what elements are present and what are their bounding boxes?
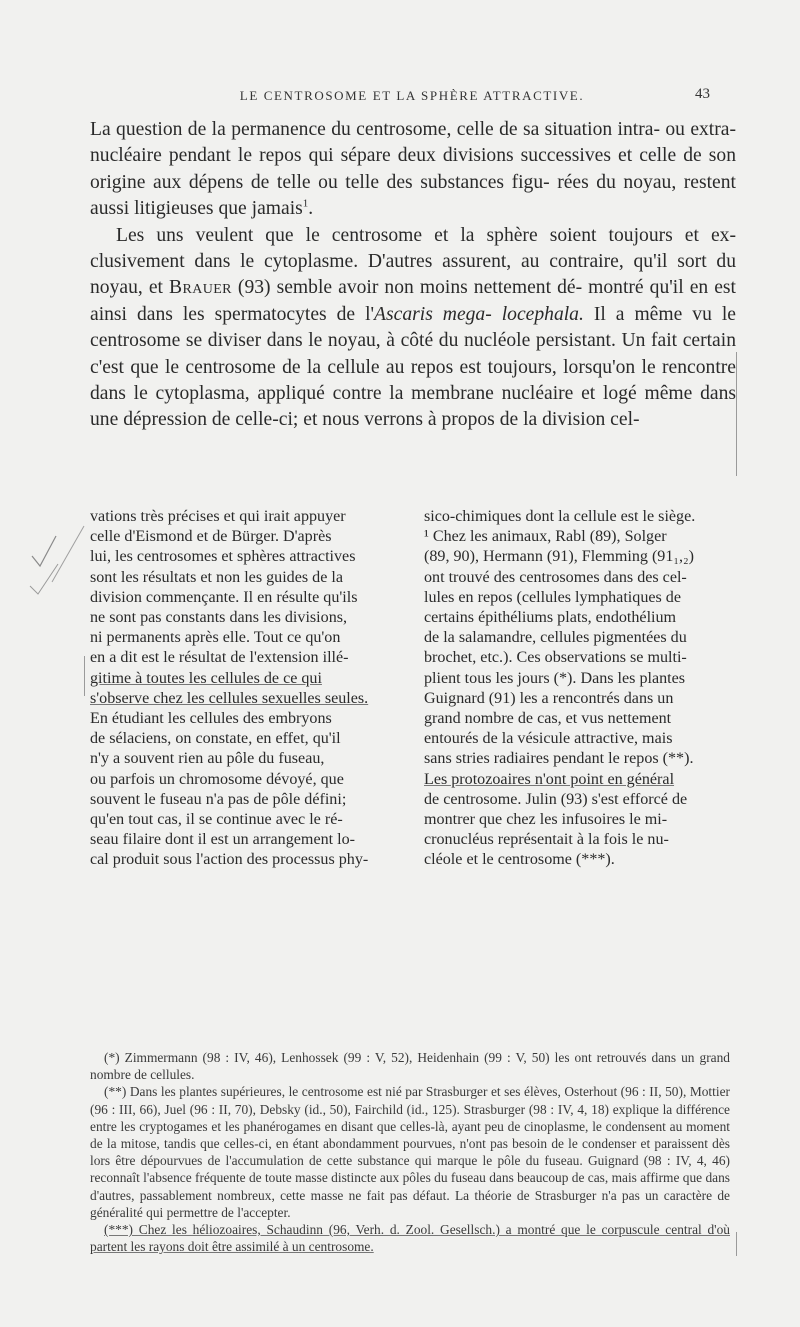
intro-text xyxy=(90,117,736,434)
left-column-line: n'y a souvent rien au pôle du fuseau, xyxy=(90,750,325,768)
left-column-line: ni permanents après elle. Tout ce qu'on xyxy=(90,629,341,647)
running-title: LE CENTROSOME ET LA SPHÈRE ATTRACTIVE. xyxy=(239,88,585,103)
left-column-line: gitime à toutes les cellules de ce qui xyxy=(90,669,322,687)
right-column-line: ont trouvé des centrosomes dans des cel- xyxy=(424,568,687,586)
right-column-line: lules en repos (cellules lymphatiques de xyxy=(424,588,681,606)
footnotes xyxy=(90,1049,730,1255)
right-column-line: brochet, etc.). Ces observations se multi- xyxy=(424,649,687,667)
left-column-line: en a dit est le résultat de l'extension illé- xyxy=(90,649,349,667)
intro-paragraph-1-text: La question de la permanence du centrosome, celle de sa situation intra- ou extra-nucléaire pendant le repos qui sépare deux divisions successives et celle de son origine aux dépens de telle ou telle des substances figu- rées du noyau, restent aussi litigieuses que jamais xyxy=(90,119,736,220)
left-column-line: ne sont pas constants dans les divisions, xyxy=(90,609,348,627)
left-column xyxy=(90,507,402,871)
right-column-line: (89, 90), Hermann (91), Flemming (91₁,₂) xyxy=(424,548,695,566)
right-column-line: sico-chimiques dont la cellule est le siège. xyxy=(424,508,696,525)
left-column-line: sont les résultats et non les guides de la xyxy=(90,568,343,586)
author-name: Brauer xyxy=(168,277,232,299)
right-column-line: de la salamandre, cellules pigmentées du xyxy=(424,629,687,647)
right-column-line: cléole et le centrosome (***). xyxy=(424,851,615,869)
left-column-line: qu'en tout cas, il se continue avec le ré- xyxy=(90,811,343,829)
right-column xyxy=(424,507,736,871)
left-column-line: division commençante. Il en résulte qu'ils xyxy=(90,588,358,606)
right-column-line: plient tous les jours (*). Dans les plantes xyxy=(424,669,686,687)
species-name: Ascaris mega- locephala. xyxy=(374,303,584,325)
intro-paragraph-2-text-b: (93) semble avoir non moins nettement dé- montré qu'il en est ainsi dans les spermatocytes de l' xyxy=(90,277,736,325)
left-column-line: lui, les centrosomes et sphères attractives xyxy=(90,548,356,566)
left-column-line: de sélaciens, on constate, en effet, qu'il xyxy=(90,730,341,748)
right-column-line: Guignard (91) les a rencontrés dans un xyxy=(424,689,674,707)
left-column-line: vations très précises et qui irait appuyer xyxy=(90,508,346,525)
left-column-line: s'observe chez les cellules sexuelles seules. xyxy=(90,689,369,707)
right-column-line: montrer que chez les infusoires le mi- xyxy=(424,811,668,829)
margin-check-mark-icon xyxy=(22,516,92,606)
footnote-1: (*) Zimmermann (98 : IV, 46), Lenhossek (99 : V, 52), Heidenhain (99 : V, 50) les ont retrouvés dans un grand nombre de cellules. xyxy=(90,1050,730,1083)
left-column-line: souvent le fuseau n'a pas de pôle défini; xyxy=(90,790,347,808)
margin-pencil-line xyxy=(736,1232,737,1256)
margin-pencil-line xyxy=(736,352,737,476)
page-number: 43 xyxy=(695,86,710,102)
right-column-line: ¹ Chez les animaux, Rabl (89), Solger xyxy=(424,528,667,546)
left-column-line: seau filaire dont il est un arrangement lo- xyxy=(90,831,356,849)
footnote-2: (**) Dans les plantes supérieures, le centrosome est nié par Strasburger et ses élèves, Osterhout (96 : II, 50), Mottier (96 : III, 66), Juel (96 : II, 70), Debsky (id., 50), Fairchild (id., 125). Strasburger (98 : IV, 4, 18) explique la différence entre les cryptogames et les phanérogames en disant que celles-là, ayant peu de cinoplasme, le condensent au moment de la mitose, tandis que celles-ci, en étant abondamment pourvues, n'ont pas besoin de le condenser et paraissent dès lors être dépourvues de l'accumulation de cette substance qui marque le pôle du fuseau. Guignard (98 : IV, 4, 46) reconnaît l'absence fréquente de toute masse distincte aux pôles du fuseau dans beaucoup de cas, mais affirme que dans d'autres, passablement nombreux, cette masse ne fait pas défaut. La théorie de Strasburger n'a pas un caractère de généralité qui permettre de l'accepter. xyxy=(90,1084,730,1220)
intro-paragraph-2-text-a: Les uns veulent que le centrosome et la sphère soient toujours et ex- clusivement dans le cytoplasme. D'autres assurent, au contraire, qu'il sort du noyau, et xyxy=(90,224,736,299)
intro-paragraph-2-text-c: Il a même vu le centrosome se diviser dans le noyau, à côté du nucléole persistant. Un fait certain c'est que le centrosome de la cellule au repos est toujours, lorsqu'on le rencontre dans le cytoplasma, appliqué contre la membrane nucléaire et logé même dans une dépression de celle-ci; et nous verrons à propos de la division cel- xyxy=(90,303,736,431)
left-column-line: cal produit sous l'action des processus phy- xyxy=(90,851,369,869)
right-column-line: certains épithéliums plats, endothélium xyxy=(424,609,677,627)
right-column-line: Les protozoaires n'ont point en général xyxy=(424,770,675,788)
intro-paragraph-2 xyxy=(90,223,736,434)
left-column-line: celle d'Eismond et de Bürger. D'après xyxy=(90,528,332,546)
right-column-line: entourés de la vésicule attractive, mais xyxy=(424,730,673,748)
footnote-3: (***) Chez les héliozoaires, Schaudinn (96, Verh. d. Zool. Gesellsch.) a montré que le corpuscule central d'où partent les rayons doit être assimilé à un centrosome. xyxy=(90,1222,730,1255)
margin-pencil-line xyxy=(84,656,85,696)
right-column-line: cronucléus représentait à la fois le nu- xyxy=(424,831,669,849)
left-column-line: ou parfois un chromosome dévoyé, que xyxy=(90,770,344,788)
right-column-line: de centrosome. Julin (93) s'est efforcé de xyxy=(424,790,688,808)
right-column-line: grand nombre de cas, et vus nettement xyxy=(424,710,672,728)
left-column-line: En étudiant les cellules des embryons xyxy=(90,710,332,728)
intro-paragraph-1: La question de la permanence du centrosome, celle de sa situation intra- ou extra-nucléaire pendant le repos qui sépare deux divisions successives et celle de son origine aux dépens de telle ou telle des substances figu- rées du noyau, restent aussi litigieuses que jamais$^1$. xyxy=(90,119,736,220)
right-column-line: sans stries radiaires pendant le repos (**). xyxy=(424,750,694,768)
footnote-ref: 1 xyxy=(302,197,309,210)
